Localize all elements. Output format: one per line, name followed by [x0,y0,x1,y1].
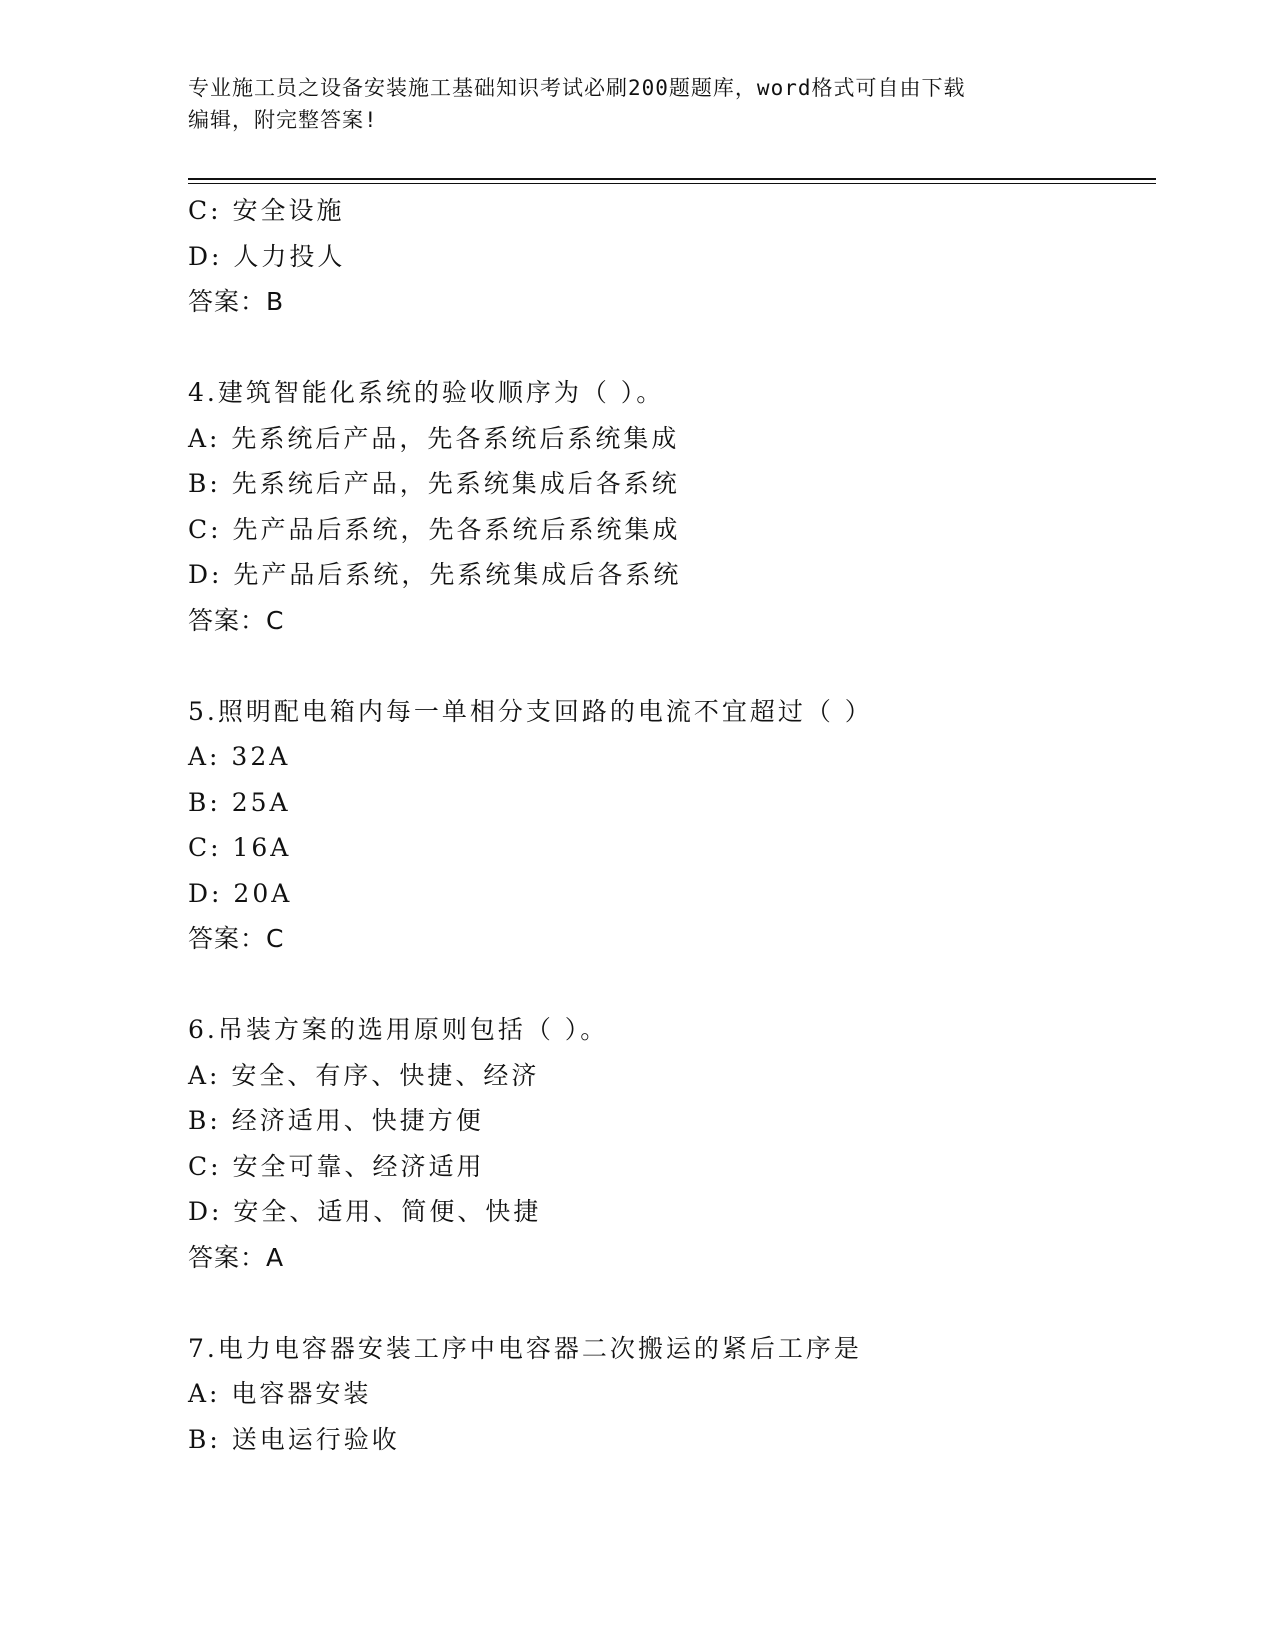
option-c: C: 16A [188,833,292,862]
option-d: D: 人力投人 [188,241,346,271]
question-stem: 7.电力电容器安装工序中电容器二次搬运的紧后工序是 [188,1333,862,1363]
answer-line: 答案：C [188,605,285,635]
question-stem: 6.吊装方案的选用原则包括（ ）。 [188,1015,609,1044]
option-b: B: 先系统后产品，先系统集成后各系统 [188,469,680,498]
option-b: B: 送电运行验收 [188,1424,400,1454]
option-c: C: 安全可靠、经济适用 [188,1151,485,1181]
option-b: B: 25A [188,787,291,817]
question-stem: 5.照明配电箱内每一单相分支回路的电流不宜超过（ ） [188,696,873,726]
header-divider-top [188,178,1156,180]
option-a: A: 安全、有序、快捷、经济 [188,1060,540,1090]
answer-line: 答案：B [188,287,285,316]
header-title-line-1: 专业施工员之设备安装施工基础知识考试必刷200题题库，word格式可自由下载 [188,76,966,100]
option-a: A: 先系统后产品，先各系统后系统集成 [188,423,680,453]
option-d: D: 先产品后系统，先系统集成后各系统 [188,560,682,589]
header-title-line-2: 编辑，附完整答案! [188,108,378,132]
document-header [188,72,1088,136]
answer-line: 答案：C [188,924,285,953]
option-d: D: 安全、适用、简便、快捷 [188,1197,542,1226]
header-divider-bottom [188,183,1156,184]
option-a: A: 电容器安装 [188,1379,372,1408]
question-stem: 4.建筑智能化系统的验收顺序为（ ）。 [188,378,665,407]
option-a: A: 32A [188,742,291,771]
question-list [188,188,1148,1462]
option-c: C: 安全设施 [188,196,345,225]
answer-line: 答案：A [188,1242,285,1272]
option-b: B: 经济适用、快捷方便 [188,1106,484,1135]
option-d: D: 20A [188,878,293,908]
option-c: C: 先产品后系统，先各系统后系统集成 [188,514,681,544]
